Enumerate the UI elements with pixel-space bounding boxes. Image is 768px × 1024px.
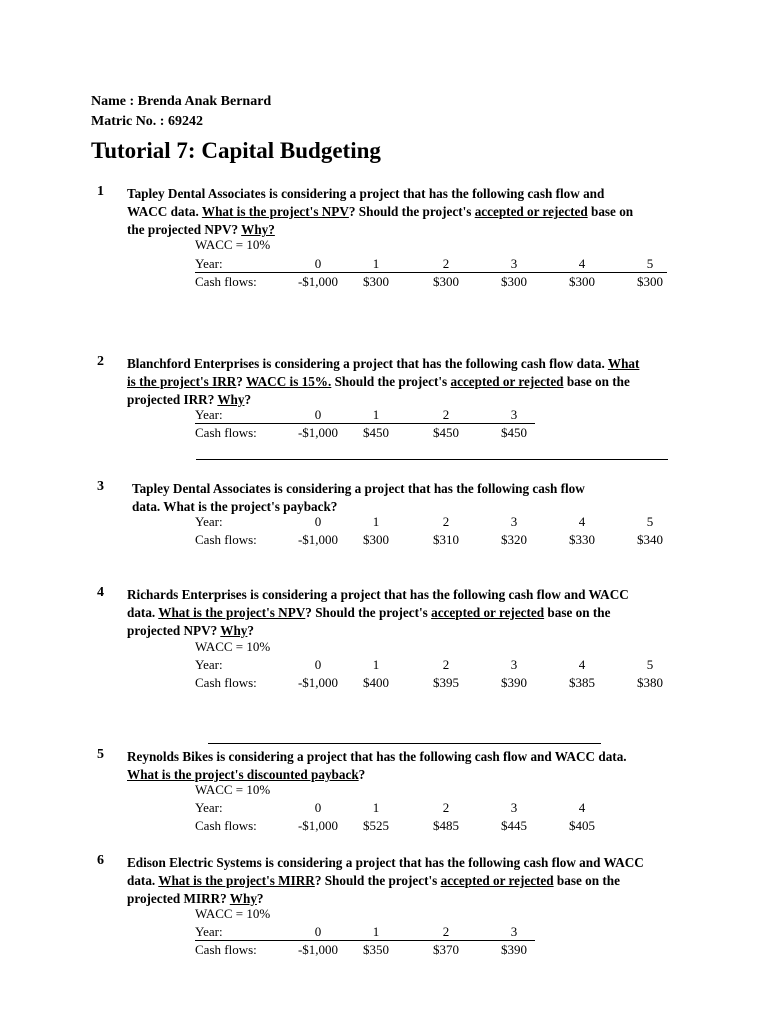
text-segment: base on the [563, 374, 630, 389]
cash-flow-cell: $340 [637, 532, 663, 547]
cash-flow-cell: -$1,000 [297, 425, 339, 440]
year-cell: 3 [510, 657, 518, 672]
cash-flow-cell: $395 [433, 675, 459, 690]
emphasized-phrase: is the project's IRR [127, 374, 237, 389]
page-title: Tutorial 7: Capital Budgeting [91, 138, 381, 163]
year-row-underline [195, 272, 667, 273]
emphasized-phrase: Why? [241, 222, 275, 237]
cash-flow-cell: $300 [433, 274, 459, 289]
cash-flow-cell: $390 [501, 942, 527, 957]
text-segment: projected IRR? [127, 392, 218, 407]
emphasized-phrase: Why [229, 891, 257, 906]
year-cell: 5 [646, 657, 654, 672]
year-cell: 5 [646, 514, 654, 529]
cash-flow-cell: -$1,000 [297, 274, 339, 289]
year-label: Year: [195, 407, 223, 422]
year-cell: 1 [372, 800, 380, 815]
question-text-line [127, 622, 254, 640]
cash-flow-cell: -$1,000 [297, 818, 339, 833]
text-segment: Tapley Dental Associates is considering a project that has the following cash flow [132, 481, 585, 496]
text-segment: base on [587, 204, 634, 219]
text-segment: projected NPV? [127, 623, 221, 638]
question-text-line [127, 203, 633, 221]
cash-flow-cell: $350 [363, 942, 389, 957]
year-row-underline [195, 423, 535, 424]
question-number: 6 [97, 853, 104, 868]
text-segment: data. [127, 605, 159, 620]
cash-flow-cell: $300 [363, 274, 389, 289]
emphasized-phrase: accepted or rejected [431, 605, 545, 620]
year-cell: 0 [314, 924, 322, 939]
year-cell: 1 [372, 256, 380, 271]
question-text-line [127, 748, 627, 766]
emphasized-phrase: What is the project's MIRR [158, 873, 315, 888]
emphasized-phrase: Why [220, 623, 248, 638]
cash-flow-cell: $485 [433, 818, 459, 833]
year-cell: 0 [314, 514, 322, 529]
year-label: Year: [195, 256, 223, 271]
text-segment: ? [256, 891, 264, 906]
text-segment: the projected NPV? [127, 222, 242, 237]
emphasized-phrase: What is the project's discounted payback [127, 767, 359, 782]
year-cell: 2 [442, 407, 450, 422]
cash-flow-cell: $450 [433, 425, 459, 440]
question-text-line [127, 373, 630, 391]
text-segment: ? Should the project's [348, 204, 475, 219]
cash-flows-label: Cash flows: [195, 274, 257, 289]
text-segment: base on the [553, 873, 620, 888]
text-segment: base on the [544, 605, 611, 620]
question-number: 2 [97, 354, 104, 369]
year-label: Year: [195, 800, 223, 815]
year-cell: 2 [442, 514, 450, 529]
cash-flow-cell: $525 [363, 818, 389, 833]
question-text-line [127, 586, 629, 604]
cash-flow-cell: $330 [569, 532, 595, 547]
wacc-value: WACC = 10% [195, 906, 271, 921]
year-cell: 0 [314, 800, 322, 815]
year-cell: 3 [510, 514, 518, 529]
year-cell: 2 [442, 657, 450, 672]
year-label: Year: [195, 924, 223, 939]
year-cell: 0 [314, 256, 322, 271]
question-text-line [127, 185, 604, 203]
cash-flow-cell: $310 [433, 532, 459, 547]
cash-flows-label: Cash flows: [195, 425, 257, 440]
cash-flows-label: Cash flows: [195, 675, 257, 690]
cash-flow-cell: $300 [637, 274, 663, 289]
cash-flow-cell: $450 [363, 425, 389, 440]
answer-rule [196, 459, 668, 460]
cash-flow-cell: $370 [433, 942, 459, 957]
text-segment: ? Should the project's [305, 605, 432, 620]
emphasized-phrase: WACC is 15%. [245, 374, 332, 389]
text-segment: ? [236, 374, 246, 389]
question-text-line [127, 391, 251, 409]
cash-flow-cell: $400 [363, 675, 389, 690]
text-segment: ? [247, 623, 254, 638]
year-cell: 0 [314, 407, 322, 422]
text-segment: ? [358, 767, 366, 782]
text-segment: Richards Enterprises is considering a project that has the following cash flow and WACC [127, 587, 629, 602]
question-text-line [127, 854, 644, 872]
year-cell: 1 [372, 657, 380, 672]
question-text-line [127, 604, 610, 622]
cash-flow-cell: $385 [569, 675, 595, 690]
year-cell: 4 [578, 256, 586, 271]
year-cell: 1 [372, 924, 380, 939]
text-segment: Edison Electric Systems is considering a project that has the following cash flow and WACC [127, 855, 644, 870]
year-row-underline [195, 940, 535, 941]
cash-flow-cell: $300 [569, 274, 595, 289]
question-number: 1 [97, 184, 104, 199]
answer-rule [208, 743, 601, 744]
question-number: 3 [97, 479, 104, 494]
text-segment: WACC data. [127, 204, 202, 219]
year-cell: 4 [578, 800, 586, 815]
cash-flow-cell: $380 [637, 675, 663, 690]
cash-flows-label: Cash flows: [195, 532, 257, 547]
emphasized-phrase: What is the project's NPV [158, 605, 306, 620]
emphasized-phrase: accepted or rejected [440, 873, 554, 888]
text-segment: Reynolds Bikes is considering a project that has the following cash flow and WACC data. [127, 749, 627, 764]
cash-flow-cell: $450 [501, 425, 527, 440]
question-text-line [132, 480, 585, 498]
cash-flow-cell: -$1,000 [297, 532, 339, 547]
cash-flow-cell: $320 [501, 532, 527, 547]
year-cell: 1 [372, 407, 380, 422]
text-segment: data. [127, 873, 159, 888]
cash-flow-cell: -$1,000 [297, 942, 339, 957]
wacc-value: WACC = 10% [195, 639, 271, 654]
matric-number: Matric No. : 69242 [91, 114, 203, 129]
question-text-line [127, 355, 639, 373]
year-cell: 2 [442, 256, 450, 271]
year-cell: 2 [442, 924, 450, 939]
year-cell: 3 [510, 800, 518, 815]
question-text-line [127, 872, 620, 890]
question-number: 5 [97, 747, 104, 762]
year-cell: 2 [442, 800, 450, 815]
cash-flows-label: Cash flows: [195, 818, 257, 833]
wacc-value: WACC = 10% [195, 237, 271, 252]
text-segment: projected MIRR? [127, 891, 230, 906]
emphasized-phrase: Why [217, 392, 245, 407]
text-segment: ? Should the project's [314, 873, 441, 888]
year-cell: 4 [578, 657, 586, 672]
year-cell: 3 [510, 256, 518, 271]
cash-flows-label: Cash flows: [195, 942, 257, 957]
text-segment: Should the project's [331, 374, 451, 389]
text-segment: Blanchford Enterprises is considering a project that has the following cash flow data. [127, 356, 608, 371]
text-segment: Tapley Dental Associates is considering a project that has the following cash flow and [127, 186, 605, 201]
year-cell: 3 [510, 407, 518, 422]
cash-flow-cell: $300 [363, 532, 389, 547]
emphasized-phrase: accepted or rejected [450, 374, 564, 389]
student-name: Name : Brenda Anak Bernard [91, 94, 272, 109]
year-cell: 3 [510, 924, 518, 939]
emphasized-phrase: accepted or rejected [474, 204, 588, 219]
cash-flow-cell: $445 [501, 818, 527, 833]
year-label: Year: [195, 657, 223, 672]
cash-flow-cell: -$1,000 [297, 675, 339, 690]
text-segment: data. What is the project's payback? [132, 499, 338, 514]
question-number: 4 [97, 585, 104, 600]
year-cell: 0 [314, 657, 322, 672]
year-cell: 1 [372, 514, 380, 529]
emphasized-phrase: What is the project's NPV [201, 204, 349, 219]
cash-flow-cell: $405 [569, 818, 595, 833]
emphasized-phrase: What [607, 356, 640, 371]
text-segment: ? [244, 392, 252, 407]
year-label: Year: [195, 514, 223, 529]
cash-flow-cell: $300 [501, 274, 527, 289]
wacc-value: WACC = 10% [195, 782, 271, 797]
year-cell: 4 [578, 514, 586, 529]
cash-flow-cell: $390 [501, 675, 527, 690]
year-cell: 5 [646, 256, 654, 271]
